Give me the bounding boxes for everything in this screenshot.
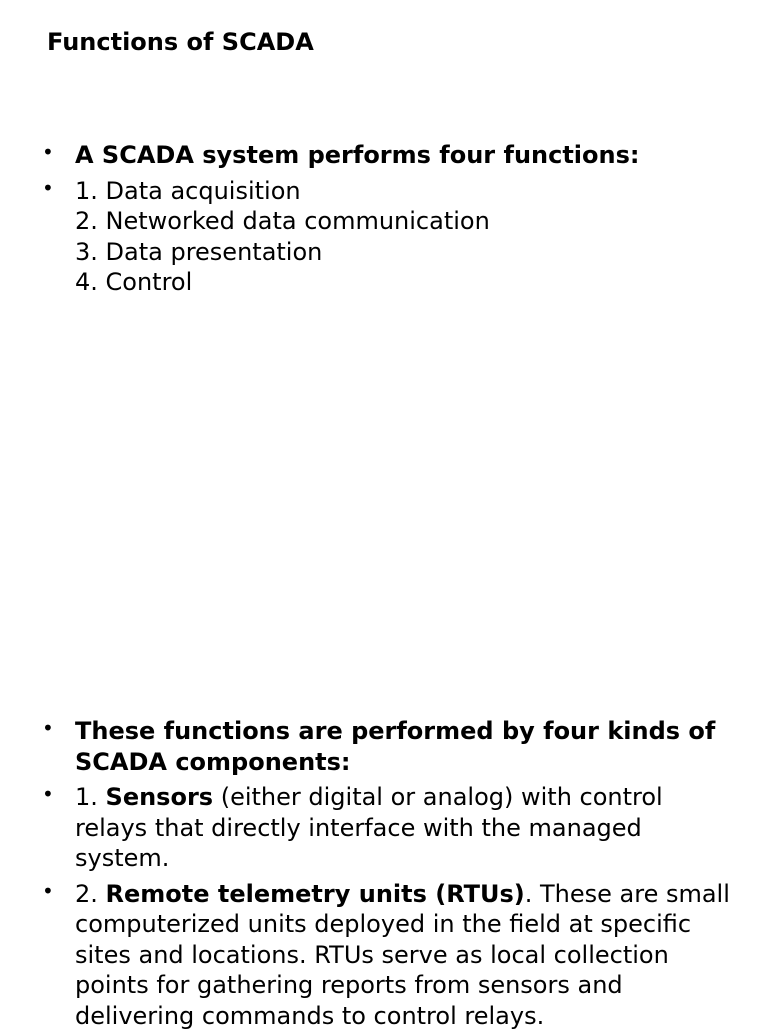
components-heading-item bbox=[42, 716, 732, 777]
component-number: 2. bbox=[75, 879, 106, 908]
bullet-icon: • bbox=[42, 140, 54, 164]
functions-numbered-item bbox=[42, 176, 732, 298]
component-term-sensors: Sensors bbox=[105, 783, 214, 811]
function-data-acquisition: 1. Data acquisition bbox=[75, 176, 301, 205]
bullet-icon: • bbox=[42, 878, 54, 903]
functions-heading-item bbox=[42, 140, 732, 171]
functions-heading: A SCADA system performs four functions: bbox=[75, 141, 640, 169]
page-title: Functions of SCADA bbox=[47, 28, 314, 56]
component-rtus-item bbox=[42, 879, 732, 1032]
component-sensors-item bbox=[42, 782, 732, 874]
component-number: 1. bbox=[75, 783, 106, 811]
function-control: 4. Control bbox=[75, 268, 193, 296]
function-data-presentation: 3. Data presentation bbox=[75, 237, 323, 266]
bullet-icon: • bbox=[42, 175, 54, 200]
components-heading: These functions are performed by four kinds of SCADA components: bbox=[75, 717, 716, 776]
components-list bbox=[42, 716, 732, 1036]
component-description: (either digital or analog) with control relays that directly interface with the managed system. bbox=[75, 783, 663, 872]
component-term-rtus: Remote telemetry units (RTUs) bbox=[105, 879, 525, 908]
function-networked-communication: 2. Networked data communication bbox=[75, 207, 490, 235]
bullet-icon: • bbox=[42, 716, 54, 740]
component-description: . These are small computerized units deployed in the field at specific sites and locations. RTUs serve as local collection points for gathering reports from sensors and delivering commands to control relays. bbox=[75, 879, 730, 1030]
bullet-icon: • bbox=[42, 782, 54, 806]
functions-list bbox=[42, 140, 732, 303]
